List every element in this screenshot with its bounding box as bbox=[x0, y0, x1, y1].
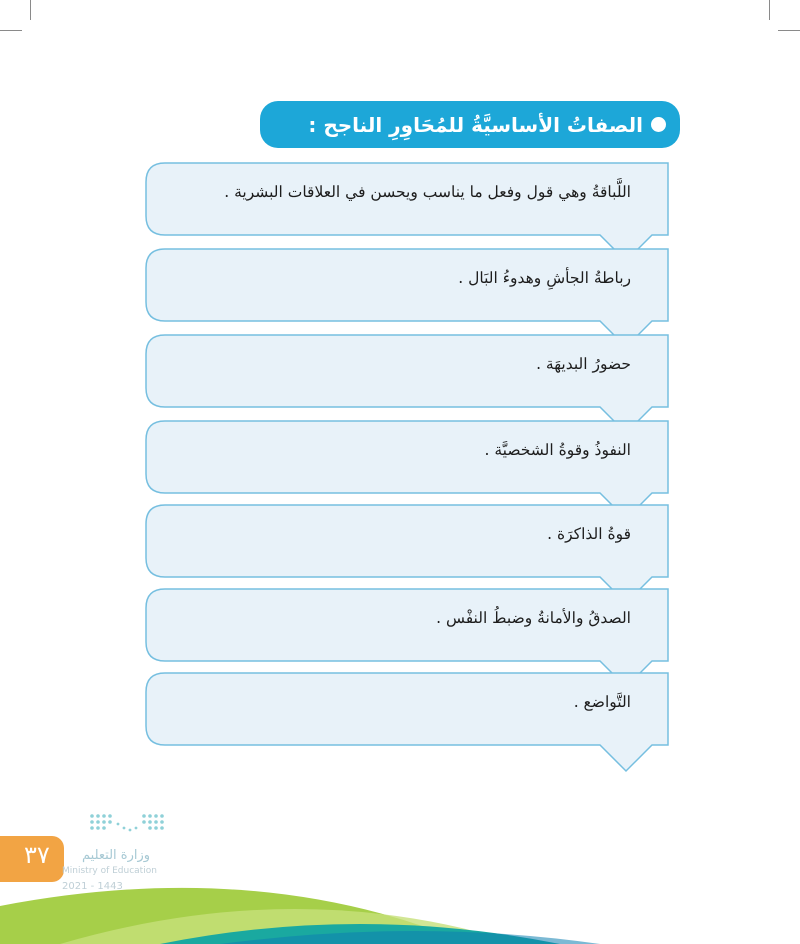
trait-text: الصدقُ والأمانةُ وضبطُ النفْس . bbox=[436, 609, 631, 627]
ministry-logo-dots-icon bbox=[88, 812, 172, 848]
ministry-name-english: Ministry of Education bbox=[62, 866, 157, 876]
trait-text: رباطةُ الجأشِ وهدوءُ البَال . bbox=[458, 269, 631, 287]
section-heading-text: الصفاتُ الأساسيَّةُ للمُحَاوِرِ الناجح : bbox=[308, 112, 643, 137]
trait-text: اللَّباقةُ وهي قول وفعل ما يناسب ويحسن في العلاقات البشرية . bbox=[224, 183, 631, 201]
page-number: ٣٧ bbox=[24, 841, 50, 869]
trait-text: التَّواضع . bbox=[573, 693, 631, 711]
trait-text: حضورُ البديهَة . bbox=[536, 355, 631, 373]
crop-mark-right-vertical bbox=[769, 0, 770, 20]
ministry-name-arabic: وزارة التعليم bbox=[82, 848, 151, 863]
bullet-dot-icon bbox=[651, 117, 666, 132]
section-heading bbox=[260, 101, 680, 148]
crop-mark-left-horizontal bbox=[0, 30, 22, 31]
edition-year: 2021 - 1443 bbox=[62, 881, 123, 892]
crop-mark-right-horizontal bbox=[778, 30, 800, 31]
trait-text: النفوذُ وقوةُ الشخصيَّة . bbox=[484, 441, 631, 459]
trait-text: قوةُ الذاكرَة . bbox=[547, 525, 631, 543]
trait-item-7 bbox=[145, 672, 669, 778]
crop-mark-left-vertical bbox=[30, 0, 31, 20]
chevron-box-shape bbox=[145, 672, 669, 778]
